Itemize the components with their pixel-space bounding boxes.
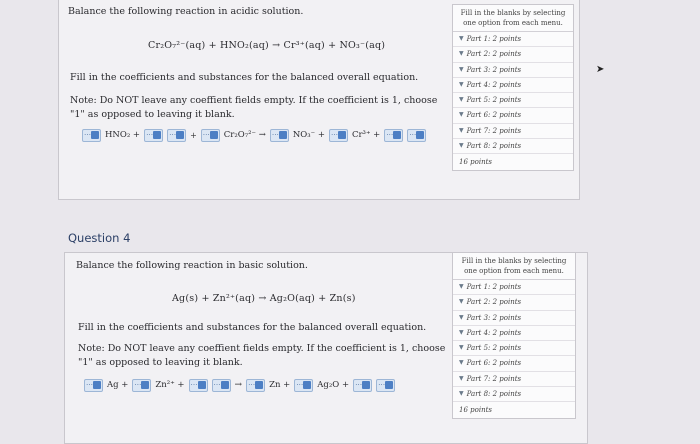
menu-icon xyxy=(91,131,99,139)
expand-icon: ▼ xyxy=(459,283,464,290)
q1-part-2[interactable] xyxy=(453,47,573,62)
q1-part-1[interactable] xyxy=(453,32,573,47)
part-label: Part 4: 2 points xyxy=(466,328,522,337)
dropdown-icon: ⋯ xyxy=(86,381,93,389)
q1-part-7[interactable] xyxy=(453,124,573,139)
q4-species-2: Zn²⁺ + xyxy=(155,380,185,390)
q4-part-5[interactable] xyxy=(453,341,575,356)
dropdown-icon: ⋯ xyxy=(190,381,198,389)
dropdown-icon: ⋯ xyxy=(409,131,417,139)
part-label: Part 8: 2 points xyxy=(466,142,522,151)
dropdown-icon: ⋯ xyxy=(84,131,91,139)
dropdown-icon: ⋯ xyxy=(213,381,221,389)
q1-coef-2[interactable] xyxy=(144,129,163,142)
q4-part-3[interactable] xyxy=(453,311,575,326)
dropdown-icon: ⋯ xyxy=(248,381,256,389)
q4-coef-3[interactable] xyxy=(189,379,208,392)
dropdown-icon: ⋯ xyxy=(296,381,304,389)
q1-part-3[interactable] xyxy=(453,63,573,78)
menu-icon xyxy=(416,131,424,139)
q1-coef-6[interactable] xyxy=(329,129,348,142)
menu-icon xyxy=(141,381,149,389)
part-label: Part 1: 2 points xyxy=(466,35,522,43)
q4-fill-text: Fill in the coefficients and substances for the balanced overall equation. xyxy=(78,322,427,333)
menu-icon xyxy=(255,381,263,389)
expand-icon: ▼ xyxy=(459,96,464,104)
q4-species-1: Ag + xyxy=(107,380,129,390)
q1-points-sidebar xyxy=(452,4,574,171)
q4-equation: Ag(s) + Zn²⁺(aq) → Ag₂O(aq) + Zn(s) xyxy=(172,293,356,304)
expand-icon: ▼ xyxy=(459,298,464,306)
dropdown-icon: ⋯ xyxy=(271,131,279,139)
q4-part-7[interactable] xyxy=(453,372,575,387)
menu-icon xyxy=(338,131,346,139)
q1-coef-7[interactable] xyxy=(384,129,403,142)
q4-part-8[interactable] xyxy=(453,387,575,402)
menu-icon xyxy=(385,381,393,389)
dropdown-icon: ⋯ xyxy=(202,131,210,139)
q1-coef-8[interactable] xyxy=(407,129,426,142)
menu-icon xyxy=(303,381,311,389)
q1-coef-5[interactable] xyxy=(270,129,289,142)
q4-note: Note: Do NOT leave any coeffient fields empty. If the coefficient is 1, choose "1" as opposed to leaving it blank. xyxy=(78,343,446,368)
expand-icon: ▼ xyxy=(459,80,464,88)
menu-icon xyxy=(279,131,287,139)
dropdown-icon: ⋯ xyxy=(169,131,177,139)
expand-icon: ▼ xyxy=(459,359,464,367)
expand-icon: ▼ xyxy=(459,142,464,150)
menu-icon xyxy=(393,131,401,139)
expand-icon: ▼ xyxy=(459,344,464,352)
q4-part-4[interactable] xyxy=(453,326,575,341)
q4-species-4: Ag₂O + xyxy=(317,380,350,390)
menu-icon xyxy=(210,131,218,139)
part-label: Part 7: 2 points xyxy=(466,126,522,135)
part-label: Part 2: 2 points xyxy=(466,298,522,307)
q1-coef-1[interactable] xyxy=(82,129,101,142)
mouse-cursor-icon: ➤ xyxy=(596,64,605,75)
expand-icon: ▼ xyxy=(459,111,464,119)
q1-note: Note: Do NOT leave any coeffient fields empty. If the coefficient is 1, choose "1" as opposed to leaving it blank. xyxy=(70,95,438,120)
dropdown-icon: ⋯ xyxy=(330,131,338,139)
q1-answer-row xyxy=(82,128,426,142)
expand-icon: ▼ xyxy=(459,126,464,134)
reaction-arrow: → xyxy=(234,380,243,390)
plus-sign: + xyxy=(190,130,197,140)
part-label: Part 3: 2 points xyxy=(466,313,522,322)
q4-coef-7[interactable] xyxy=(353,379,372,392)
menu-icon xyxy=(198,381,206,389)
q1-species-2: Cr₂O₇²⁻ → xyxy=(223,130,266,140)
q1-coef-3[interactable] xyxy=(167,129,186,142)
q1-coef-4[interactable] xyxy=(201,129,220,142)
q4-part-6[interactable] xyxy=(453,356,575,371)
q4-instruction: Balance the following reaction in basic solution. xyxy=(76,260,308,271)
menu-icon xyxy=(93,381,101,389)
part-label: Part 1: 2 points xyxy=(466,283,522,291)
menu-icon xyxy=(362,381,370,389)
q4-side-intro: Fill in the blanks by selecting one option from each menu. xyxy=(453,253,575,280)
expand-icon: ▼ xyxy=(459,35,464,42)
menu-icon xyxy=(153,131,161,139)
menu-icon xyxy=(221,381,229,389)
expand-icon: ▼ xyxy=(459,50,464,58)
expand-icon: ▼ xyxy=(459,328,464,336)
q4-coef-1[interactable] xyxy=(84,379,103,392)
part-label: Part 5: 2 points xyxy=(466,96,522,105)
q4-answer-row xyxy=(84,378,395,392)
part-label: Part 7: 2 points xyxy=(466,374,522,383)
expand-icon: ▼ xyxy=(459,374,464,382)
dropdown-icon: ⋯ xyxy=(146,131,154,139)
q1-part-6[interactable] xyxy=(453,108,573,123)
q4-part-2[interactable] xyxy=(453,295,575,310)
expand-icon: ▼ xyxy=(459,390,464,398)
q1-species-4: Cr³⁺ + xyxy=(351,130,381,140)
dropdown-icon: ⋯ xyxy=(378,381,386,389)
question-4-heading: Question 4 xyxy=(68,231,131,245)
q4-coef-8[interactable] xyxy=(376,379,395,392)
expand-icon: ▼ xyxy=(459,313,464,321)
q4-coef-6[interactable] xyxy=(294,379,313,392)
q1-part-4[interactable] xyxy=(453,78,573,93)
q1-fill-text: Fill in the coefficients and substances for the balanced overall equation. xyxy=(70,72,419,83)
q1-part-5[interactable] xyxy=(453,93,573,108)
part-label: Part 6: 2 points xyxy=(466,359,522,368)
part-label: Part 4: 2 points xyxy=(466,80,522,89)
q1-instruction xyxy=(68,6,303,17)
q4-coef-2[interactable] xyxy=(132,379,151,392)
q4-coef-5[interactable] xyxy=(246,379,265,392)
part-label: Part 2: 2 points xyxy=(466,50,522,59)
q1-side-intro: Fill in the blanks by selecting one option from each menu. xyxy=(453,5,573,32)
expand-icon: ▼ xyxy=(459,65,464,73)
q1-total-points: 16 points xyxy=(459,158,492,167)
part-label: Part 3: 2 points xyxy=(466,65,522,74)
dropdown-icon: ⋯ xyxy=(386,131,394,139)
part-label: Part 5: 2 points xyxy=(466,344,522,353)
dropdown-icon: ⋯ xyxy=(355,381,363,389)
q4-part-1[interactable] xyxy=(453,280,575,295)
q4-points-sidebar xyxy=(452,252,576,419)
q1-equation: Cr₂O₇²⁻(aq) + HNO₂(aq) → Cr³⁺(aq) + NO₃⁻(aq) xyxy=(148,40,386,51)
q1-instruction-text: Balance the following reaction in acidic solution. xyxy=(68,6,304,17)
q1-species-3: NO₃⁻ + xyxy=(292,130,325,140)
menu-icon xyxy=(176,131,184,139)
q4-species-3: Zn + xyxy=(269,380,291,390)
dropdown-icon: ⋯ xyxy=(134,381,142,389)
part-label: Part 8: 2 points xyxy=(466,390,522,399)
part-label: Part 6: 2 points xyxy=(466,111,522,120)
q1-part-8[interactable] xyxy=(453,139,573,154)
q4-total-points: 16 points xyxy=(459,406,492,415)
q4-coef-4[interactable] xyxy=(212,379,231,392)
q1-species-1: HNO₂ + xyxy=(105,130,141,140)
